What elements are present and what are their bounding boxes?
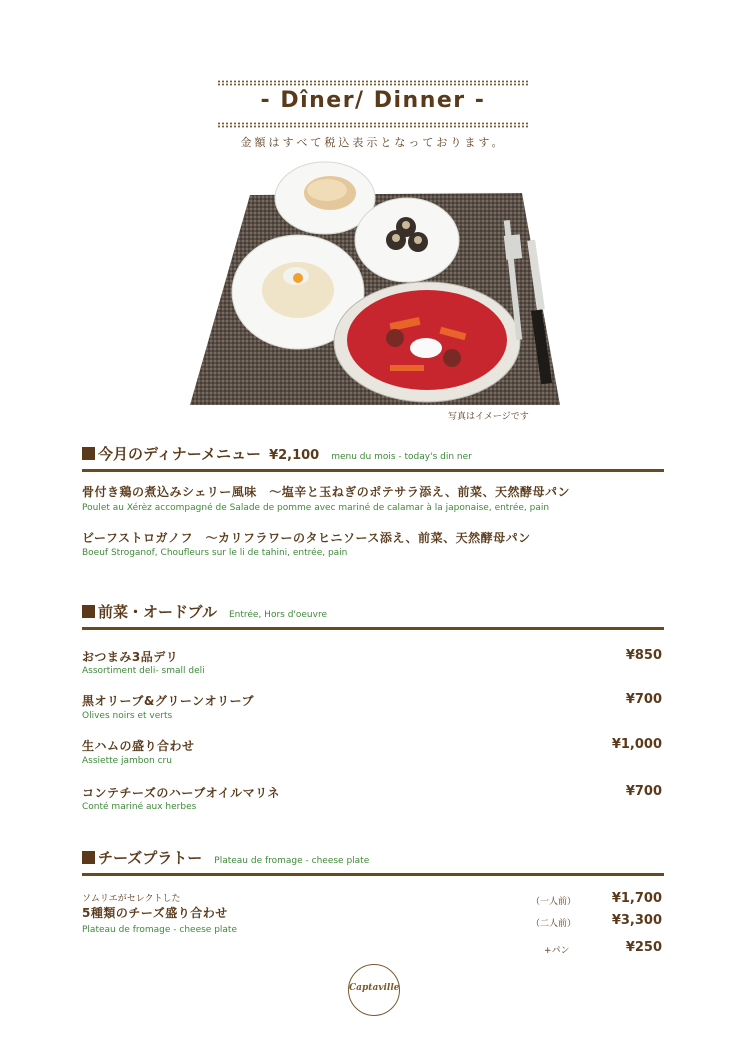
starter-item-1-fr: Assortiment deli- small deli [82,666,205,676]
cheese-heading [82,847,369,868]
tax-note: 金額はすべて税込表示となっております。 [240,136,506,149]
cheese-subtitle: Plateau de fromage - cheese plate [214,856,370,866]
starter-item-2-fr: Olives noirs et verts [82,711,173,721]
cafe-logo [348,964,400,1016]
cheese-title: チーズプラトー [98,849,203,867]
starter-item-3-jp: 生ハムの盛り合わせ [82,739,195,753]
square-bullet-icon [82,447,95,460]
cheese-option-3-label: +パン [544,946,570,956]
starter-item-2-price: ¥700 [625,692,662,707]
starter-item-1-jp: おつまみ3品デリ [82,650,179,664]
page-title: - Dîner/ Dinner - [260,88,486,113]
monthly-item-1-fr: Poulet au Xérèz accompagné de Salade de pomme avec mariné de calamar à la japonaise, entrée, pain [82,503,550,513]
square-bullet-icon [82,605,95,618]
starter-item-4-jp: コンテチーズのハーブオイルマリネ [82,786,280,800]
section-divider [82,469,664,472]
mushroom-plate [355,198,459,282]
cheese-option-1-label: （一人前） [531,897,577,907]
cheese-item-jp: 5種類のチーズ盛り合わせ [82,906,228,920]
starter-item-3-fr: Assiette jambon cru [82,756,172,766]
starter-item-3-price: ¥1,000 [611,737,662,752]
cheese-option-2-label: （二人前） [531,919,577,929]
starter-item-2-jp: 黒オリーブ&グリーンオリーブ [82,694,255,708]
starter-item-1-price: ¥850 [625,648,662,663]
starter-item-4-fr: Conté mariné aux herbes [82,802,197,812]
monthly-item-2-jp: ビーフストロガノフ ～カリフラワーのタヒニソース添え、前菜、天然酵母パン [82,531,531,545]
top-dotted-line [217,80,529,86]
monthly-menu-title: 今月のディナーメニュー [98,445,262,463]
photo-caption: 写真はイメージです [448,412,529,422]
dinner-photo [190,160,565,410]
bottom-dotted-line [217,122,529,128]
monthly-menu-subtitle: menu du mois - today's din ner [331,452,472,462]
starters-subtitle: Entrée, Hors d'oeuvre [228,610,327,620]
starters-title: 前菜・オードブル [98,603,217,621]
cheese-option-1-price: ¥1,700 [611,891,662,906]
starters-heading [82,601,327,622]
monthly-menu-price: ¥2,100 [269,448,320,463]
logo-text: Captaville [349,983,400,993]
monthly-menu-heading [82,443,472,464]
cheese-option-2-price: ¥3,300 [611,913,662,928]
section-divider [82,627,664,630]
square-bullet-icon [82,851,95,864]
cheese-option-3-price: ¥250 [625,940,662,955]
section-divider [82,873,664,876]
monthly-item-2-fr: Boeuf Stroganof, Choufleurs sur le li de tahini, entrée, pain [82,548,348,558]
monthly-item-1-jp: 骨付き鶏の煮込みシェリー風味 ～塩辛と玉ねぎのポテサラ添え、前菜、天然酵母パン [82,485,570,499]
starter-item-4-price: ¥700 [625,784,662,799]
cheese-item-fr: Plateau de fromage - cheese plate [82,925,237,935]
cheese-pre-label: ソムリエがセレクトした [82,894,181,904]
